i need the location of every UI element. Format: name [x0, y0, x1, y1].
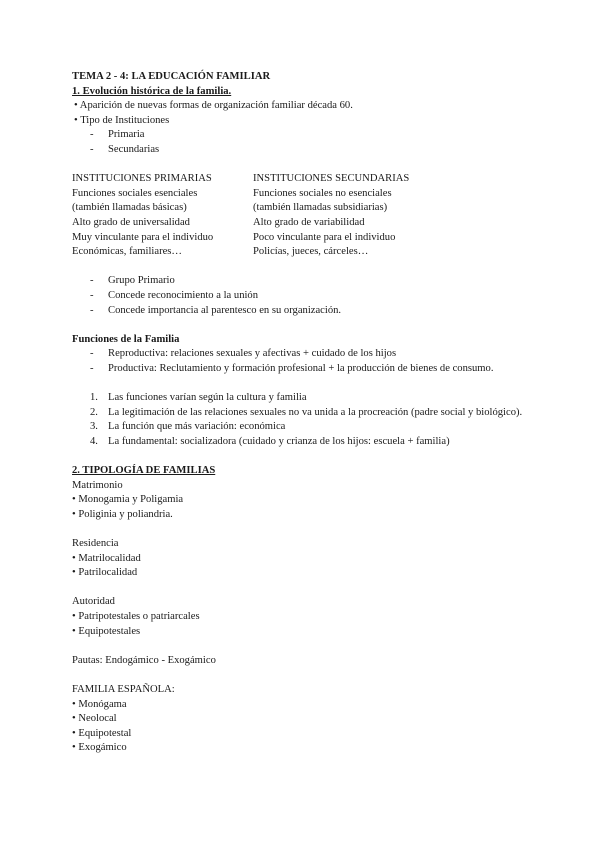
bullet-icon: • [72, 625, 76, 637]
matrimonio-label: Matrimonio [72, 479, 123, 491]
section1-heading: 1. Evolución histórica de la familia. [72, 85, 232, 97]
list-item-text: Concede importancia al parentesco en su organización. [108, 304, 342, 316]
bullet-icon: • [72, 494, 76, 506]
bullet-item [72, 727, 542, 742]
bullet-item [72, 712, 542, 727]
primary-row: Alto grado de universalidad [72, 216, 190, 228]
list-item [72, 304, 542, 319]
bullet-item [72, 508, 542, 523]
numbered-item [72, 391, 542, 406]
list-item-text: Productiva: Reclutamiento y formación profesional + la producción de bienes de consumo. [108, 362, 494, 374]
primary-header: INSTITUCIONES PRIMARIAS [72, 173, 212, 185]
secondary-row: (también llamadas subsidiarias) [253, 202, 388, 214]
numbered-item [72, 420, 542, 435]
section2-heading: 2. TIPOLOGÍA DE FAMILIAS [72, 465, 216, 477]
primary-column [72, 172, 253, 260]
secondary-row: Funciones sociales no esenciales [253, 187, 392, 199]
secondary-row: Poco vinculante para el individuo [253, 231, 396, 243]
bullet-text: Matrilocalidad [78, 552, 141, 564]
list-item-text: Grupo Primario [108, 275, 175, 287]
bullet-text: Exogámico [78, 742, 127, 754]
bullet-text: Monogamia y Poligamia [78, 494, 184, 506]
dash-icon: - [90, 129, 94, 141]
item-number: 2. [90, 406, 98, 418]
secondary-header: INSTITUCIONES SECUNDARIAS [253, 173, 410, 185]
pautas-line: Pautas: Endogámico - Exogámico [72, 654, 216, 666]
numbered-item [72, 435, 542, 450]
list-item [72, 274, 542, 289]
bullet-icon: • [72, 567, 76, 579]
numbered-item [72, 406, 542, 421]
bullet-icon: • [72, 742, 76, 754]
institutions-table [72, 172, 542, 260]
bullet-item [72, 610, 542, 625]
bullet-item [72, 698, 542, 713]
bullet-text: Aparición de nuevas formas de organización familiar década 60. [79, 100, 353, 112]
residencia-label: Residencia [72, 538, 119, 549]
dash-icon: - [90, 348, 94, 360]
list-item [72, 347, 542, 362]
numbered-item-text: La función que más variación: económica [108, 421, 286, 433]
list-item-text: Primaria [108, 129, 145, 141]
numbered-item-text: La legitimación de las relaciones sexuales no va unida a la procreación (padre social y biológico). [108, 406, 523, 418]
dash-icon: - [90, 304, 94, 316]
item-number: 4. [90, 435, 98, 447]
list-item [72, 362, 542, 377]
functions-heading: Funciones de la Familia [72, 333, 180, 345]
dash-icon: - [90, 362, 94, 374]
bullet-text: Tipo de Instituciones [80, 114, 170, 126]
document-page [72, 70, 542, 756]
bullet-icon: • [72, 698, 76, 710]
dash-icon: - [90, 143, 94, 155]
list-item-text: Reproductiva: relaciones sexuales y afectivas + cuidado de los hijos [108, 348, 397, 360]
bullet-item [72, 552, 542, 567]
bullet-icon: • [72, 610, 76, 622]
item-number: 3. [90, 421, 98, 433]
secondary-row: Alto grado de variabilidad [253, 216, 365, 228]
document-title: TEMA 2 - 4: LA EDUCACIÓN FAMILIAR [72, 71, 271, 82]
primary-row: Funciones sociales esenciales [72, 187, 198, 199]
bullet-text: Neolocal [78, 713, 117, 725]
bullet-item [72, 741, 542, 756]
bullet-text: Monógama [78, 698, 127, 710]
bullet-text: Equipotestal [78, 727, 132, 739]
bullet-icon: • [72, 508, 76, 520]
primary-row: Muy vinculante para el individuo [72, 231, 214, 243]
list-item-text: Concede reconocimiento a la unión [108, 289, 259, 301]
bullet-icon: • [74, 100, 78, 112]
familia-espanola-label: FAMILIA ESPAÑOLA: [72, 683, 175, 695]
bullet-text: Equipotestales [78, 625, 141, 637]
bullet-item [72, 625, 542, 640]
secondary-column [253, 172, 513, 260]
bullet-text: Patrilocalidad [78, 567, 138, 579]
dash-icon: - [90, 275, 94, 287]
list-item [72, 143, 542, 158]
bullet-icon: • [72, 552, 76, 564]
primary-row: (también llamadas básicas) [72, 202, 187, 214]
bullet-text: Patripotestales o patriarcales [78, 610, 200, 622]
bullet-icon: • [72, 713, 76, 725]
bullet-item [72, 566, 542, 581]
numbered-item-text: La fundamental: socializadora (cuidado y crianza de los hijos: escuela + familia) [108, 435, 450, 447]
bullet-text: Poliginia y poliandria. [78, 508, 173, 520]
dash-icon: - [90, 289, 94, 301]
numbered-item-text: Las funciones varían según la cultura y familia [108, 392, 307, 404]
autoridad-label: Autoridad [72, 596, 115, 608]
bullet-item [72, 99, 542, 114]
list-item-text: Secundarias [108, 143, 160, 155]
list-item [72, 289, 542, 304]
bullet-icon: • [74, 114, 78, 126]
bullet-item [72, 114, 542, 129]
bullet-icon: • [72, 727, 76, 739]
primary-row: Económicas, familiares… [72, 246, 183, 258]
list-item [72, 128, 542, 143]
bullet-item [72, 493, 542, 508]
secondary-row: Policías, jueces, cárceles… [253, 246, 369, 258]
item-number: 1. [90, 392, 98, 404]
